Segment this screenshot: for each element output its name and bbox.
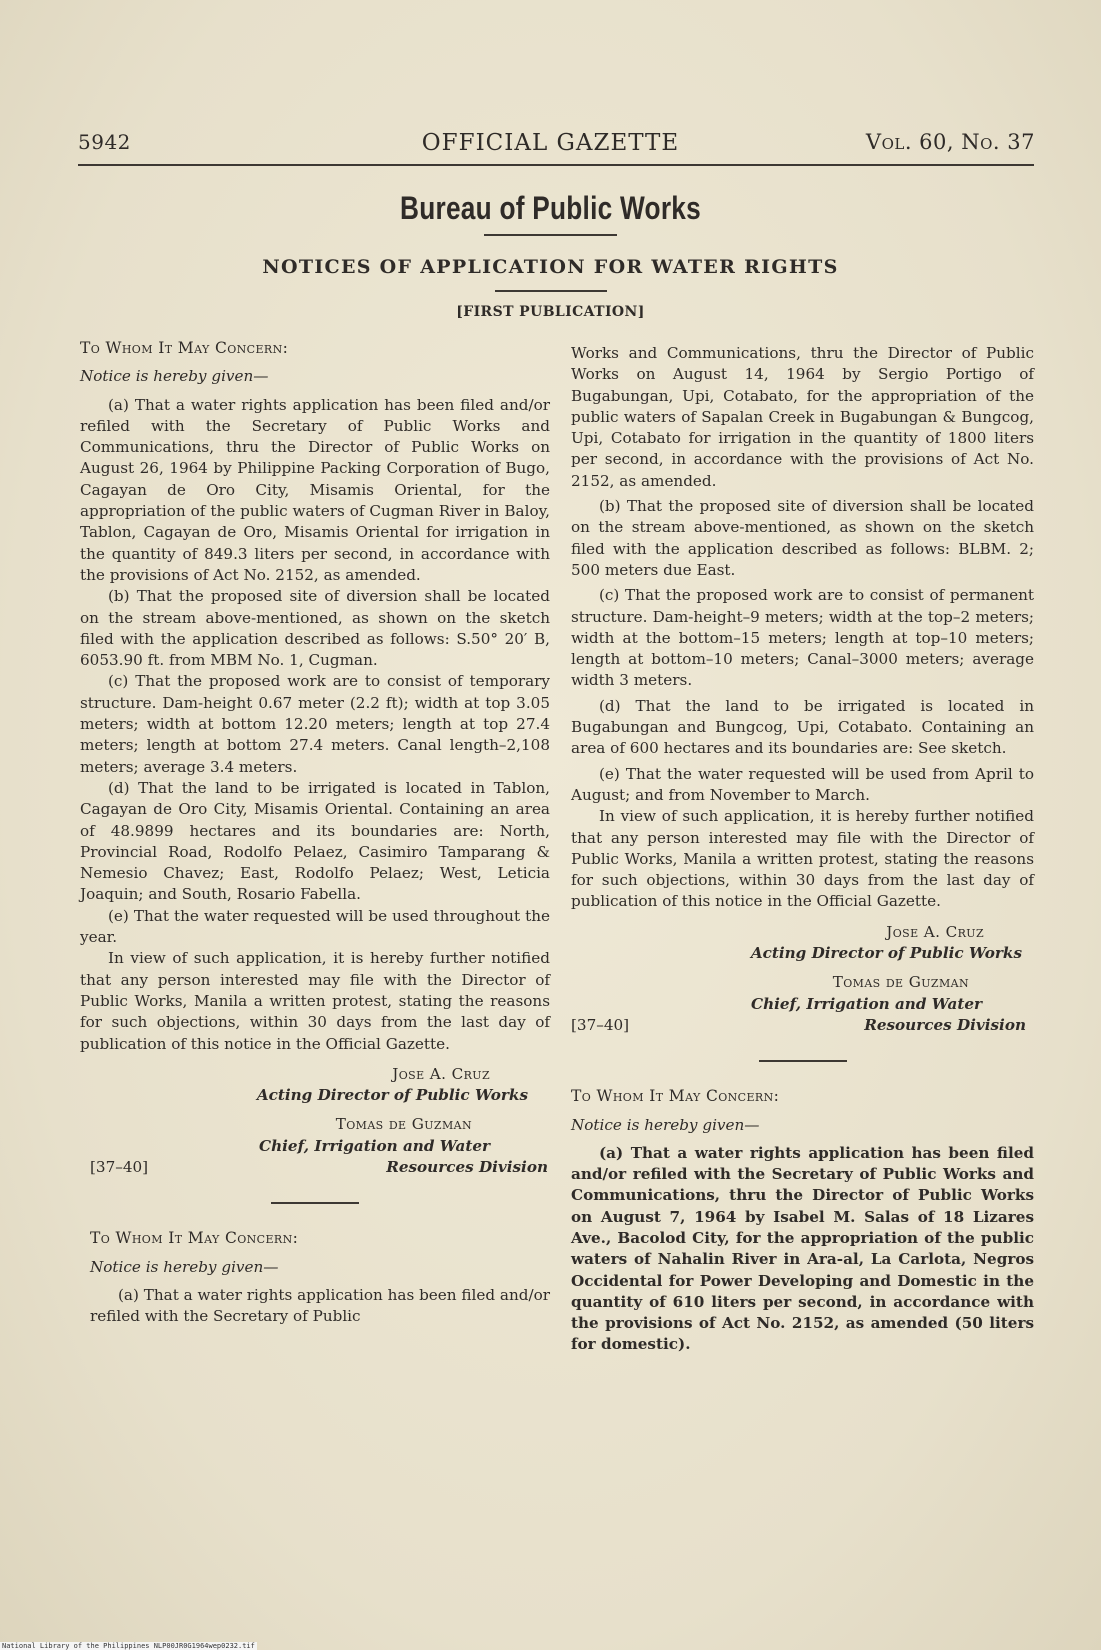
notice2-ref: [37–40]: [571, 1015, 630, 1034]
notice1-sig2-name: Tomas de Guzman: [335, 1115, 472, 1134]
notice1-signatures: [80, 1064, 550, 1178]
notice3-given: Notice is hereby given—: [571, 1115, 760, 1134]
notice1-para-c: (c) That the proposed work are to consist of temporary structure. Dam-height 0.67 meter (2.2 ft); width at top 3.05 meters; width at bottom 12.20 meters; length at top 27.4 meters; length at bottom 27.4 meters. Canal length–2,108 meters; average 3.4 meters.: [80, 672, 550, 776]
notice2-para-c: (c) That the proposed work are to consist of permanent structure. Dam-height–9 meters; width at the top–2 meters; width at the bottom–15 meters; length at top–10 meters; length at bottom–10 meters; Canal–3000 meters; average width 3 meters.: [571, 586, 1034, 690]
notice1-caption: To Whom It May Concern:: [80, 339, 289, 357]
notice1-para-b: (b) That the proposed site of diversion shall be located on the stream above-mentioned, as shown on the sketch filed with the application described as follows: S.50° 20′ B, 6053.90 ft. from MBM No. 1, Cugman.: [80, 587, 550, 670]
notice3-caption: To Whom It May Concern:: [571, 1087, 780, 1106]
notice2-sig2-title-line2: Resources Division: [864, 1015, 1026, 1034]
notice1-sig1-title: Acting Director of Public Works: [256, 1086, 528, 1105]
notice1-given: Notice is hereby given—: [80, 367, 269, 386]
notice2-sig2-title-line1: Chief, Irrigation and Water: [751, 994, 982, 1013]
left-column: [80, 338, 550, 1327]
notice2-para-b: (b) That the proposed site of diversion shall be located on the stream above-mentioned, as shown on the sketch filed with the application described as follows: BLBM. 2; 500 meters due East.: [571, 497, 1034, 579]
notice1-ref: [37–40]: [90, 1157, 149, 1176]
scan-footer: National Library of the Philippines NLP00JR0G1964wep0232.tif: [2, 1642, 255, 1650]
page-number: 5942: [78, 130, 131, 154]
publication-label: [FIRST PUBLICATION]: [456, 304, 645, 320]
notice2-signatures: [571, 922, 1034, 1036]
notice2-protest: In view of such application, it is hereby further notified that any person interested may file with the Director of Public Works, Manila a written protest, stating the reasons for such objections, within 30 days from the last day of publication of this notice in the Official Gazette.: [571, 807, 1034, 911]
notice1-para-e: (e) That the water requested will be used throughout the year.: [80, 906, 550, 947]
notice2-para-a-start: (a) That a water rights application has been filed and/or refiled with the Secretary of Public: [90, 1285, 550, 1326]
bureau-heading: Bureau of Public Works: [400, 190, 701, 226]
section-rule: [495, 290, 607, 292]
notice-separator: [271, 1202, 359, 1204]
notice1-para-a: (a) That a water rights application has been filed and/or refiled with the Secretary of Public Works and Communications, thru the Director of Public Works on August 26, 1964 by Philippine Packing Corporation of Bugo, Cagayan de Oro City, Misamis Oriental, for the appropriation of the public waters of Cugman River in Baloy, Tablon, Cagayan de Oro, Misamis Oriental for irrigation in the quantity of 849.3 liters per second, in accordance with the provisions of Act No. 2152, as amended.: [80, 395, 550, 584]
notice2-sig1-title: Acting Director of Public Works: [750, 944, 1022, 963]
volume-number: Vol. 60, No. 37: [865, 130, 1035, 154]
notice1-protest: In view of such application, it is hereby further notified that any person interested may file with the Director of Public Works, Manila a written protest, stating the reasons for such objections, within 30 days from the last day of publication of this notice in the Official Gazette.: [80, 949, 550, 1053]
notice2-sig1-name: Jose A. Cruz: [886, 922, 984, 941]
notice2-caption: To Whom It May Concern:: [90, 1229, 299, 1248]
notice2-given: Notice is hereby given—: [90, 1257, 279, 1276]
notice2-para-d: (d) That the land to be irrigated is located in Bugabungan and Bungcog, Upi, Cotabato. Containing an area of 600 hectares and its boundaries are: See sketch.: [571, 696, 1034, 758]
notice-separator: [759, 1060, 847, 1062]
notice2-para-e: (e) That the water requested will be used from April to August; and from November to March.: [571, 764, 1034, 804]
notice2-sig2-name: Tomas de Guzman: [832, 973, 969, 992]
notice1-sig2-title-line1: Chief, Irrigation and Water: [259, 1136, 490, 1155]
header-rule: [78, 164, 1034, 166]
publication-title: OFFICIAL GAZETTE: [421, 130, 680, 156]
notice3-para-a: (a) That a water rights application has been filed and/or refiled with the Secretary of Public Works and Communications, thru the Director of Public Works on August 7, 1964 by Isabel M. Salas of 18 Lizares Ave., Bacolod City, for the appropriation of the public waters of Nahalin River in Ara-al, La Carlota, Negros Occidental for Power Developing and Domestic in the quantity of 610 liters per second, in accordance with the provisions of Act No. 2152, as amended (50 liters for domestic).: [571, 1143, 1034, 1354]
section-title: NOTICES OF APPLICATION FOR WATER RIGHTS: [262, 256, 839, 278]
notice1-sig2-title-line2: Resources Division: [386, 1157, 548, 1176]
notice1-sig1-name: Jose A. Cruz: [392, 1064, 490, 1083]
bureau-rule: [484, 234, 617, 236]
right-column: [571, 343, 1034, 1356]
notice2-para-a-cont: Works and Communications, thru the Director of Public Works on August 14, 1964 by Sergio Portigo of Bugabungan, Upi, Cotabato, for the appropriation of the public waters of Sapalan Creek in Bugabungan & Bungcog, Upi, Cotabato for irrigation in the quantity of 1800 liters per second, in accordance with the provisions of Act No. 2152, as amended.: [571, 344, 1034, 490]
notice1-para-d: (d) That the land to be irrigated is located in Tablon, Cagayan de Oro City, Misamis Oriental. Containing an area of 48.9899 hectares and its boundaries are: North, Provincial Road, Rodolfo Pelaez, Casimiro Tamparang & Nemesio Chavez; East, Rodolfo Pelaez; West, Leticia Joaquin; and South, Rosario Fabella.: [80, 778, 550, 904]
